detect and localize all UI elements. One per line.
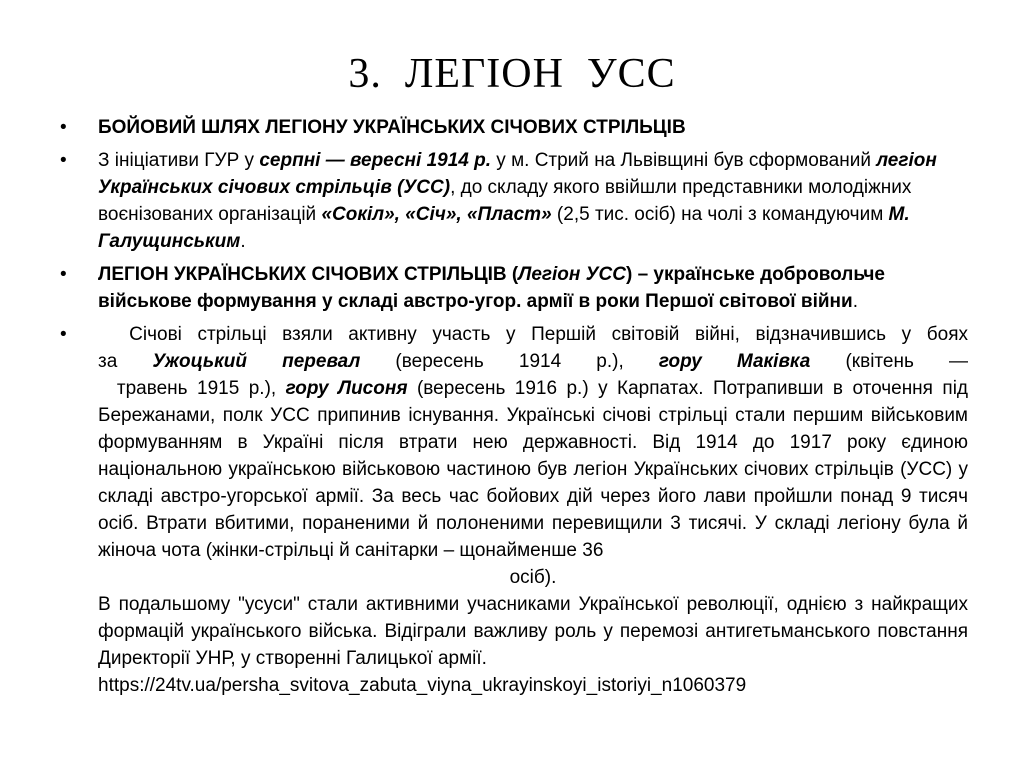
text-run: за <box>98 351 153 372</box>
text-run: (квітень — <box>810 351 968 372</box>
bullet-icon: • <box>60 264 67 285</box>
text-line-centered: осіб). <box>509 567 557 588</box>
text-run-emphasis: серпні — вересні 1914 р. <box>259 150 492 171</box>
source-url: https://24tv.ua/persha_svitova_zabuta_viyna_ukrayinskoyi_istoriyi_n1060379 <box>98 675 747 696</box>
text-run-emphasis: Ужоцький перевал <box>152 351 361 372</box>
bullet-paragraph <box>98 147 968 255</box>
bullet-item-3 <box>58 261 968 315</box>
bullet-item-2 <box>58 147 968 255</box>
bullet-heading-text <box>98 114 968 141</box>
text-run-emphasis: гору Маківка <box>658 351 811 372</box>
text-run-bold: ) – українське добровольче військове формування у складі австро-угор. армії в роки Першої світової війни <box>98 264 885 312</box>
text-run-emphasis: Легіон УСС <box>518 264 626 285</box>
text-run: (вересень 1914 р.), <box>360 351 659 372</box>
bullet-icon: • <box>60 150 67 171</box>
bullet-icon: • <box>60 324 67 345</box>
slide-title: 3. ЛЕГІОН УСС <box>348 51 676 97</box>
text-line <box>98 375 974 564</box>
text-run: З ініціативи ГУР у <box>98 150 260 171</box>
bullet-heading: БОЙОВИЙ ШЛЯХ ЛЕГІОНУ УКРАЇНСЬКИХ СІЧОВИХ СТРІЛЬЦІВ <box>98 117 686 138</box>
text-run-emphasis: легіон Українських січових стрільців (УСС) <box>98 150 937 198</box>
text-run-emphasis: «Сокіл», «Січ», «Пласт» <box>321 204 552 225</box>
text-run-emphasis: М. Галущинським <box>98 204 910 252</box>
text-run: , до складу якого ввійшли представники молодіжних воєнізованих організацій <box>98 177 912 225</box>
bullet-paragraph <box>98 321 974 699</box>
text-run: . <box>240 231 246 252</box>
text-run: (вересень 1916 р.) у Карпатах. Потрапивши в оточення під Бережанами, полк УСС припинив існування. Українські січові стрільці стали першим військовим формуванням в Україні після втрати нею державності. Від 1914 до 1917 року єдиною національною українською військовою частиною був легіон Українських січових стрільців (УСС) у складі австро-угорської армії. За весь час бойових дій через його лави пройшли понад 9 тисяч осіб. Втрати вбитими, пораненими й полоненими перевищили 3 тисячі. У складі легіону була й жіноча чота (жінки-стрільці й санітарки – щонайменше 36 <box>98 378 974 561</box>
text-line <box>98 348 968 375</box>
text-run: у м. Стрий на Львівщині був сформований <box>491 150 877 171</box>
text-run: . <box>852 291 858 312</box>
text-run-bold: ЛЕГІОН УКРАЇНСЬКИХ СІЧОВИХ СТРІЛЬЦІВ ( <box>98 264 519 285</box>
bullet-paragraph <box>98 261 968 315</box>
text-run: травень 1915 р.), <box>98 378 286 399</box>
text-run: (2,5 тис. осіб) на чолі з командуючим <box>551 204 889 225</box>
bullet-icon: • <box>60 117 67 138</box>
bullet-item-4 <box>58 321 974 699</box>
bullet-item-1 <box>58 114 968 141</box>
text-run-emphasis: гору Лисоня <box>285 378 408 399</box>
slide-content <box>58 114 974 705</box>
text-paragraph: В подальшому "усуси" стали активними учасниками Української революції, однією з найкращих формацій українського війська. Відіграли важливу роль у перемозі антигетьманського повстання Директорії УНР, у створенні Галицької армії. <box>98 594 968 669</box>
text-line: Січові стрільці взяли активну участь у Першій світовій війні, відзначившись у боях <box>98 324 968 345</box>
